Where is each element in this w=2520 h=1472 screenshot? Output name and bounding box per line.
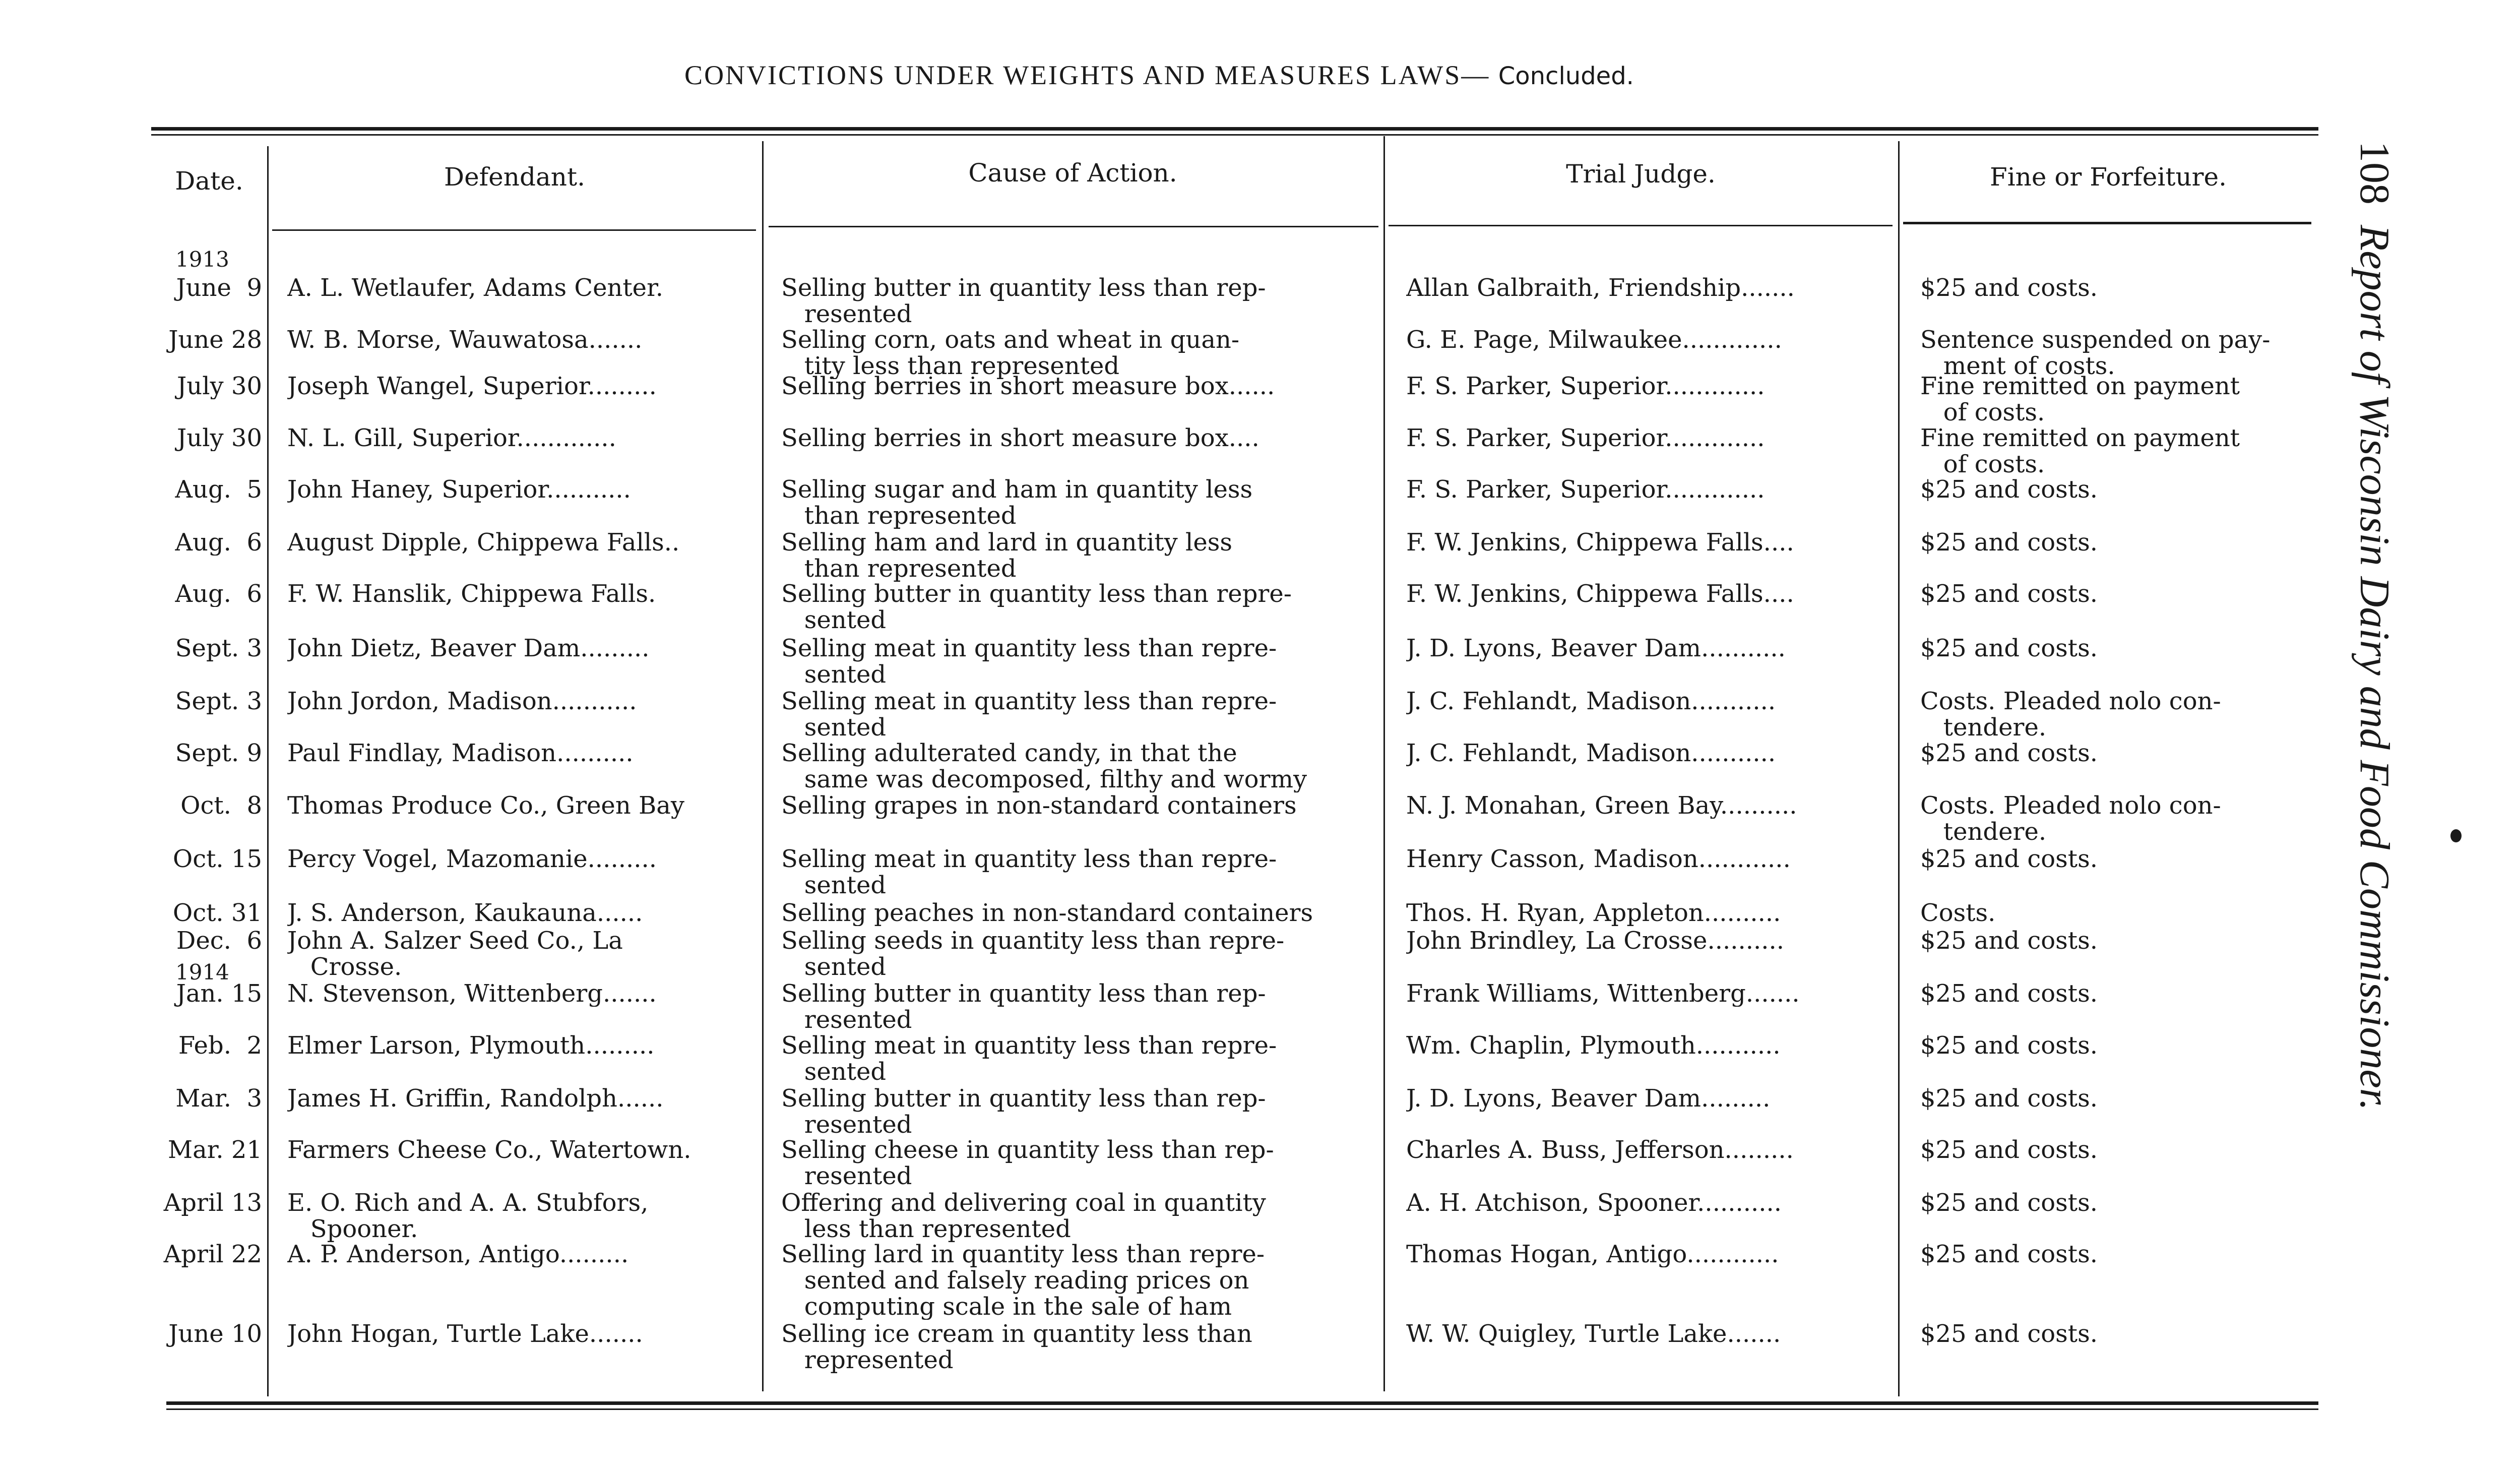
cell-judge: F. S. Parker, Superior.............: [1406, 476, 1765, 503]
cell-defendant: Farmers Cheese Co., Watertown.: [287, 1137, 691, 1163]
cell-date: Sept. 9: [175, 740, 262, 766]
cell-date: Oct. 15: [172, 846, 262, 872]
cell-defendant: Elmer Larson, Plymouth.........: [287, 1032, 655, 1059]
cell-defendant: Joseph Wangel, Superior.........: [287, 373, 657, 399]
cell-cause: Offering and delivering coal in quantity less than represented: [781, 1190, 1266, 1242]
cell-defendant: Paul Findlay, Madison..........: [287, 740, 634, 766]
cell-date: July 30: [177, 425, 262, 451]
cell-cause: Selling seeds in quantity less than repre- sented: [781, 928, 1285, 980]
cell-defendant: Percy Vogel, Mazomanie.........: [287, 846, 657, 872]
cell-fine: $25 and costs.: [1920, 980, 2098, 1007]
header-defendant: Defendant.: [444, 162, 585, 192]
cell-fine: Sentence suspended on pay- ment of costs.: [1920, 327, 2271, 379]
cell-judge: John Brindley, La Crosse..........: [1406, 928, 1785, 954]
cell-judge: F. W. Jenkins, Chippewa Falls....: [1406, 529, 1794, 556]
cell-judge: G. E. Page, Milwaukee.............: [1406, 327, 1782, 353]
cell-cause: Selling lard in quantity less than repre- sented and falsely reading prices on computing scale in the sale of ham: [781, 1241, 1265, 1320]
header-judge: Trial Judge.: [1566, 159, 1716, 189]
cell-judge: N. J. Monahan, Green Bay..........: [1406, 792, 1797, 819]
cell-defendant: J. S. Anderson, Kaukauna......: [287, 900, 643, 926]
cell-date: Mar. 21: [167, 1137, 262, 1163]
cell-cause: Selling meat in quantity less than repre- sented: [781, 846, 1277, 898]
cell-defendant: James H. Griffin, Randolph......: [287, 1085, 664, 1112]
cell-date: Feb. 2: [178, 1032, 262, 1059]
cell-cause: Selling meat in quantity less than repre- sented: [781, 688, 1277, 741]
cell-date: July 30: [177, 373, 262, 399]
header-underline-defendant: [272, 229, 756, 231]
cell-date: Jan. 15: [176, 980, 262, 1007]
cell-judge: J. D. Lyons, Beaver Dam.........: [1406, 1085, 1771, 1112]
cell-fine: Costs. Pleaded nolo con- tendere.: [1920, 792, 2221, 845]
cell-defendant: John Hogan, Turtle Lake.......: [287, 1321, 643, 1347]
top-rule-2: [151, 134, 2318, 136]
cell-fine: Fine remitted on payment of costs.: [1920, 373, 2240, 425]
cell-date: June 9: [176, 275, 262, 301]
col-sep-2: [762, 141, 764, 1391]
cell-date: Aug. 6: [175, 581, 262, 607]
cell-fine: $25 and costs.: [1920, 1190, 2098, 1216]
cell-defendant: John Jordon, Madison...........: [287, 688, 637, 714]
cell-defendant: E. O. Rich and A. A. Stubfors, Spooner.: [287, 1190, 649, 1242]
cell-cause: Selling grapes in non-standard containers: [781, 792, 1297, 819]
cell-cause: Selling meat in quantity less than repre- sented: [781, 635, 1277, 688]
cell-defendant: August Dipple, Chippewa Falls..: [287, 529, 680, 556]
cell-judge: J. C. Fehlandt, Madison...........: [1406, 688, 1776, 714]
col-sep-4: [1898, 141, 1900, 1396]
cell-cause: Selling ice cream in quantity less than represented: [781, 1321, 1252, 1373]
sidebar: [2351, 141, 2399, 1250]
col-sep-3: [1383, 136, 1385, 1391]
cell-cause: Selling peaches in non-standard containers: [781, 900, 1313, 926]
cell-date: Dec. 6: [176, 928, 262, 954]
sidebar-page-number: 108: [2351, 141, 2398, 205]
cell-fine: $25 and costs.: [1920, 476, 2098, 503]
cell-fine: $25 and costs.: [1920, 1321, 2098, 1347]
cell-fine: $25 and costs.: [1920, 529, 2098, 556]
cell-cause: Selling corn, oats and wheat in quan- tity less than represented: [781, 327, 1240, 379]
cell-cause: Selling berries in short measure box....: [781, 425, 1259, 451]
ink-dot: [2450, 829, 2462, 842]
cell-defendant: W. B. Morse, Wauwatosa.......: [287, 327, 643, 353]
cell-date: Oct. 31: [172, 900, 262, 926]
header-underline-judge: [1389, 225, 1893, 226]
cell-judge: Thos. H. Ryan, Appleton..........: [1406, 900, 1781, 926]
header-date: Date.: [175, 166, 243, 196]
header-cause: Cause of Action.: [968, 158, 1177, 188]
title-suffix: Concluded.: [1498, 62, 1634, 90]
cell-cause: Selling butter in quantity less than rep- resented: [781, 275, 1266, 327]
cell-judge: Charles A. Buss, Jefferson.........: [1406, 1137, 1794, 1163]
page-title: [0, 59, 2318, 91]
cell-date: Oct. 8: [180, 792, 262, 819]
cell-defendant: John A. Salzer Seed Co., La Crosse.: [287, 928, 623, 980]
bottom-rule-2: [166, 1408, 2318, 1410]
col-sep-1: [267, 146, 269, 1396]
cell-defendant: Thomas Produce Co., Green Bay: [287, 792, 685, 819]
cell-defendant: N. L. Gill, Superior.............: [287, 425, 616, 451]
cell-judge: Thomas Hogan, Antigo............: [1406, 1241, 1779, 1267]
cell-judge: F. S. Parker, Superior.............: [1406, 425, 1765, 451]
cell-fine: $25 and costs.: [1920, 1137, 2098, 1163]
cell-cause: Selling butter in quantity less than rep- resented: [781, 1085, 1266, 1138]
cell-judge: J. C. Fehlandt, Madison...........: [1406, 740, 1776, 766]
cell-judge: Allan Galbraith, Friendship.......: [1406, 275, 1795, 301]
cell-fine: $25 and costs.: [1920, 275, 2098, 301]
cell-judge: Henry Casson, Madison............: [1406, 846, 1791, 872]
cell-date: Mar. 3: [175, 1085, 262, 1112]
cell-defendant: John Dietz, Beaver Dam.........: [287, 635, 650, 661]
cell-fine: $25 and costs.: [1920, 1032, 2098, 1059]
cell-date: June 28: [168, 327, 262, 353]
cell-cause: Selling cheese in quantity less than rep- resented: [781, 1137, 1274, 1189]
cell-defendant: John Haney, Superior...........: [287, 476, 631, 503]
cell-cause: Selling sugar and ham in quantity less than represented: [781, 476, 1253, 529]
cell-date: April 22: [163, 1241, 262, 1267]
cell-fine: Costs. Pleaded nolo con- tendere.: [1920, 688, 2221, 741]
cell-date: April 13: [163, 1190, 262, 1216]
cell-judge: F. W. Jenkins, Chippewa Falls....: [1406, 581, 1794, 607]
cell-fine: $25 and costs.: [1920, 846, 2098, 872]
sidebar-running-head: [2350, 141, 2399, 1111]
cell-judge: Frank Williams, Wittenberg.......: [1406, 980, 1800, 1007]
cell-date: Sept. 3: [175, 688, 262, 714]
cell-fine: $25 and costs.: [1920, 635, 2098, 661]
cell-fine: $25 and costs.: [1920, 581, 2098, 607]
header-fine: Fine or Forfeiture.: [1990, 162, 2227, 192]
cell-defendant: F. W. Hanslik, Chippewa Falls.: [287, 581, 656, 607]
cell-fine: Costs.: [1920, 900, 1996, 926]
cell-judge: W. W. Quigley, Turtle Lake.......: [1406, 1321, 1781, 1347]
cell-judge: A. H. Atchison, Spooner...........: [1406, 1190, 1782, 1216]
cell-cause: Selling berries in short measure box......: [781, 373, 1275, 399]
cell-date: June 10: [168, 1321, 262, 1347]
cell-cause: Selling butter in quantity less than repre- sented: [781, 581, 1292, 633]
header-underline-cause: [769, 226, 1378, 227]
cell-date: Aug. 6: [175, 529, 262, 556]
title-text: CONVICTIONS UNDER WEIGHTS AND MEASURES LAWS—: [684, 60, 1490, 90]
cell-judge: Wm. Chaplin, Plymouth...........: [1406, 1032, 1781, 1059]
year-label-1914: 1914: [175, 960, 229, 985]
cell-fine: $25 and costs.: [1920, 1085, 2098, 1112]
cell-cause: Selling adulterated candy, in that the same was decomposed, filthy and wormy: [781, 740, 1307, 792]
cell-defendant: A. L. Wetlaufer, Adams Center.: [287, 275, 664, 301]
year-label-1913: 1913: [175, 247, 229, 272]
sidebar-title: Report of Wisconsin Dairy and Food Commissioner.: [2351, 225, 2398, 1111]
cell-defendant: A. P. Anderson, Antigo.........: [287, 1241, 629, 1267]
cell-fine: $25 and costs.: [1920, 1241, 2098, 1267]
cell-fine: $25 and costs.: [1920, 740, 2098, 766]
cell-defendant: N. Stevenson, Wittenberg.......: [287, 980, 657, 1007]
cell-date: Aug. 5: [175, 476, 262, 503]
cell-cause: Selling ham and lard in quantity less than represented: [781, 529, 1232, 582]
cell-fine: Fine remitted on payment of costs.: [1920, 425, 2240, 477]
bottom-rule-1: [166, 1401, 2318, 1405]
cell-judge: J. D. Lyons, Beaver Dam...........: [1406, 635, 1786, 661]
cell-judge: F. S. Parker, Superior.............: [1406, 373, 1765, 399]
cell-cause: Selling butter in quantity less than rep- resented: [781, 980, 1266, 1033]
cell-fine: $25 and costs.: [1920, 928, 2098, 954]
top-rule-1: [151, 127, 2318, 131]
header-underline-fine: [1903, 222, 2311, 224]
cell-cause: Selling meat in quantity less than repre- sented: [781, 1032, 1277, 1085]
cell-date: Sept. 3: [175, 635, 262, 661]
